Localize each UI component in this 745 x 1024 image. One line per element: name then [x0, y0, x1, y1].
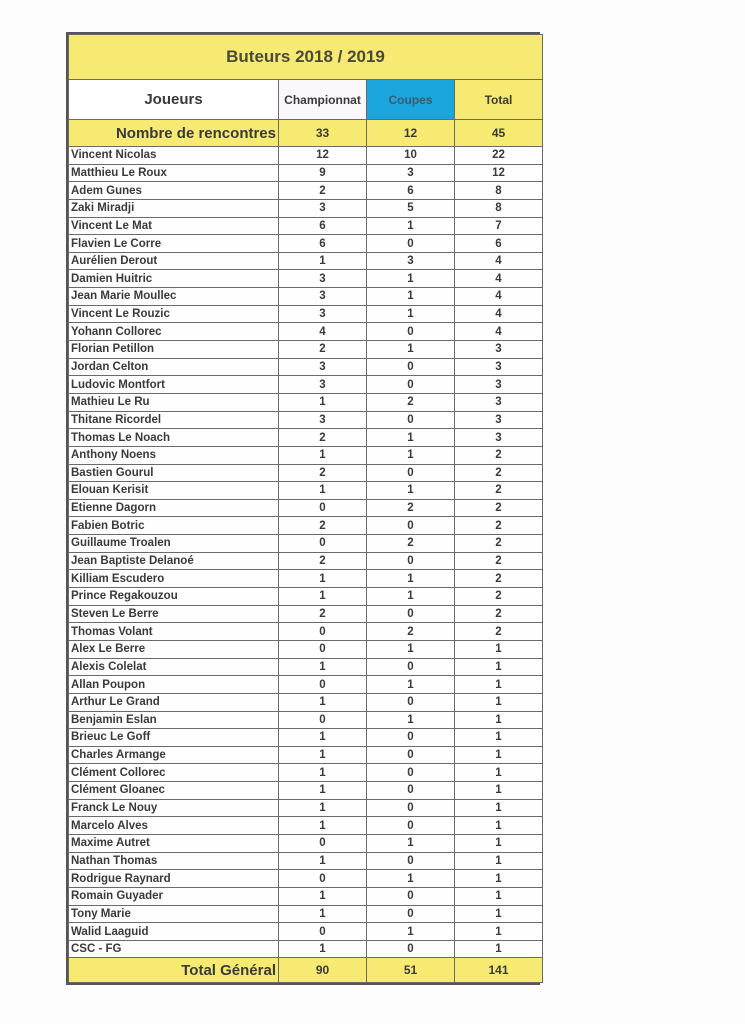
cup-goals: 0 [367, 552, 455, 570]
sheet-title: Buteurs 2018 / 2019 [69, 35, 543, 80]
cup-goals: 0 [367, 817, 455, 835]
cup-goals: 1 [367, 570, 455, 588]
cup-goals: 6 [367, 182, 455, 200]
total-goals: 2 [455, 446, 543, 464]
league-goals: 1 [279, 887, 367, 905]
player-name: Clément Gloanec [69, 782, 279, 800]
player-name: Yohann Collorec [69, 323, 279, 341]
player-name: Bastien Gourul [69, 464, 279, 482]
cup-goals: 0 [367, 323, 455, 341]
table-row [69, 764, 543, 782]
table-row [69, 288, 543, 306]
league-goals: 9 [279, 164, 367, 182]
cup-goals: 1 [367, 482, 455, 500]
table-row [69, 887, 543, 905]
total-goals: 1 [455, 799, 543, 817]
table-row [69, 693, 543, 711]
total-goals: 2 [455, 517, 543, 535]
total-goals: 1 [455, 782, 543, 800]
player-name: Vincent Le Mat [69, 217, 279, 235]
cup-goals: 1 [367, 270, 455, 288]
league-goals: 2 [279, 341, 367, 359]
total-goals: 2 [455, 464, 543, 482]
player-name: Jordan Celton [69, 358, 279, 376]
total-goals: 1 [455, 905, 543, 923]
grand-total-cups: 51 [367, 958, 455, 983]
cup-goals: 0 [367, 658, 455, 676]
total-goals: 2 [455, 623, 543, 641]
total-goals: 1 [455, 693, 543, 711]
league-goals: 0 [279, 711, 367, 729]
total-goals: 2 [455, 535, 543, 553]
cup-goals: 1 [367, 640, 455, 658]
player-name: Vincent Nicolas [69, 147, 279, 165]
league-goals: 1 [279, 588, 367, 606]
cup-goals: 0 [367, 905, 455, 923]
table-row [69, 446, 543, 464]
cup-goals: 0 [367, 693, 455, 711]
league-goals: 1 [279, 782, 367, 800]
player-name: Jean Baptiste Delanoé [69, 552, 279, 570]
cup-goals: 0 [367, 235, 455, 253]
header-total: Total [455, 80, 543, 120]
player-name: Romain Guyader [69, 887, 279, 905]
cup-goals: 0 [367, 358, 455, 376]
table-row [69, 923, 543, 941]
league-goals: 0 [279, 870, 367, 888]
table-row [69, 746, 543, 764]
league-goals: 2 [279, 552, 367, 570]
league-goals: 2 [279, 605, 367, 623]
player-name: Alex Le Berre [69, 640, 279, 658]
table-row [69, 376, 543, 394]
cup-goals: 0 [367, 746, 455, 764]
cup-goals: 0 [367, 887, 455, 905]
cup-goals: 3 [367, 164, 455, 182]
league-goals: 3 [279, 358, 367, 376]
cup-goals: 1 [367, 870, 455, 888]
league-goals: 1 [279, 658, 367, 676]
total-goals: 4 [455, 270, 543, 288]
player-name: Maxime Autret [69, 834, 279, 852]
player-name: Tony Marie [69, 905, 279, 923]
player-name: Flavien Le Corre [69, 235, 279, 253]
table-row [69, 870, 543, 888]
cup-goals: 1 [367, 711, 455, 729]
total-goals: 1 [455, 852, 543, 870]
player-name: Rodrigue Raynard [69, 870, 279, 888]
table-row [69, 341, 543, 359]
total-goals: 1 [455, 746, 543, 764]
cup-goals: 1 [367, 676, 455, 694]
total-goals: 4 [455, 323, 543, 341]
player-name: Matthieu Le Roux [69, 164, 279, 182]
matches-total: 45 [455, 120, 543, 147]
table-row [69, 658, 543, 676]
cup-goals: 0 [367, 799, 455, 817]
league-goals: 1 [279, 446, 367, 464]
player-name: Guillaume Troalen [69, 535, 279, 553]
player-name: Mathieu Le Ru [69, 393, 279, 411]
table-row [69, 252, 543, 270]
table-row [69, 164, 543, 182]
league-goals: 2 [279, 517, 367, 535]
table-row [69, 640, 543, 658]
cup-goals: 0 [367, 782, 455, 800]
table-row [69, 358, 543, 376]
league-goals: 1 [279, 746, 367, 764]
league-goals: 0 [279, 834, 367, 852]
league-goals: 3 [279, 270, 367, 288]
total-goals: 3 [455, 341, 543, 359]
total-goals: 1 [455, 887, 543, 905]
player-name: Aurélien Derout [69, 252, 279, 270]
cup-goals: 1 [367, 217, 455, 235]
league-goals: 1 [279, 252, 367, 270]
total-goals: 1 [455, 676, 543, 694]
cup-goals: 0 [367, 605, 455, 623]
league-goals: 0 [279, 640, 367, 658]
matches-label: Nombre de rencontres [69, 120, 279, 147]
league-goals: 3 [279, 199, 367, 217]
table-row [69, 464, 543, 482]
league-goals: 3 [279, 305, 367, 323]
cup-goals: 0 [367, 464, 455, 482]
player-name: Thomas Le Noach [69, 429, 279, 447]
player-name: Jean Marie Moullec [69, 288, 279, 306]
table-row [69, 393, 543, 411]
league-goals: 6 [279, 235, 367, 253]
league-goals: 1 [279, 729, 367, 747]
total-goals: 2 [455, 588, 543, 606]
total-goals: 6 [455, 235, 543, 253]
league-goals: 2 [279, 182, 367, 200]
cup-goals: 2 [367, 393, 455, 411]
player-name: Steven Le Berre [69, 605, 279, 623]
table-row [69, 623, 543, 641]
player-name: Fabien Botric [69, 517, 279, 535]
table-row [69, 147, 543, 165]
cup-goals: 0 [367, 764, 455, 782]
total-goals: 3 [455, 429, 543, 447]
league-goals: 0 [279, 535, 367, 553]
league-goals: 0 [279, 923, 367, 941]
total-goals: 7 [455, 217, 543, 235]
total-goals: 1 [455, 817, 543, 835]
table-row [69, 499, 543, 517]
total-goals: 4 [455, 305, 543, 323]
cup-goals: 2 [367, 623, 455, 641]
header-championnat: Championnat [279, 80, 367, 120]
table-row [69, 676, 543, 694]
total-goals: 2 [455, 552, 543, 570]
player-name: Benjamin Eslan [69, 711, 279, 729]
total-goals: 2 [455, 482, 543, 500]
player-name: Thomas Volant [69, 623, 279, 641]
league-goals: 1 [279, 693, 367, 711]
table-row [69, 535, 543, 553]
cup-goals: 0 [367, 376, 455, 394]
table-row [69, 517, 543, 535]
total-goals: 3 [455, 376, 543, 394]
table-row [69, 235, 543, 253]
league-goals: 1 [279, 905, 367, 923]
total-goals: 2 [455, 605, 543, 623]
league-goals: 0 [279, 676, 367, 694]
league-goals: 3 [279, 376, 367, 394]
table-row [69, 482, 543, 500]
player-name: Clément Collorec [69, 764, 279, 782]
cup-goals: 0 [367, 852, 455, 870]
league-goals: 2 [279, 464, 367, 482]
total-goals: 1 [455, 658, 543, 676]
cup-goals: 1 [367, 288, 455, 306]
league-goals: 3 [279, 288, 367, 306]
player-name: Marcelo Alves [69, 817, 279, 835]
cup-goals: 0 [367, 517, 455, 535]
total-goals: 8 [455, 199, 543, 217]
total-goals: 1 [455, 640, 543, 658]
cup-goals: 1 [367, 446, 455, 464]
player-name: Allan Poupon [69, 676, 279, 694]
cup-goals: 1 [367, 588, 455, 606]
total-goals: 1 [455, 729, 543, 747]
table-row [69, 199, 543, 217]
table-row [69, 817, 543, 835]
league-goals: 0 [279, 623, 367, 641]
header-coupes: Coupes [367, 80, 455, 120]
total-goals: 8 [455, 182, 543, 200]
table-row [69, 182, 543, 200]
player-name: Damien Huitric [69, 270, 279, 288]
total-goals: 22 [455, 147, 543, 165]
league-goals: 1 [279, 852, 367, 870]
player-name: Prince Regakouzou [69, 588, 279, 606]
scorers-sheet [66, 32, 540, 985]
matches-row [69, 120, 543, 147]
player-name: Zaki Miradji [69, 199, 279, 217]
matches-league: 33 [279, 120, 367, 147]
player-name: Nathan Thomas [69, 852, 279, 870]
cup-goals: 3 [367, 252, 455, 270]
total-goals: 1 [455, 711, 543, 729]
table-row [69, 852, 543, 870]
total-goals: 3 [455, 358, 543, 376]
table-row [69, 323, 543, 341]
table-row [69, 940, 543, 958]
cup-goals: 0 [367, 411, 455, 429]
player-name: Walid Laaguid [69, 923, 279, 941]
table-row [69, 905, 543, 923]
grand-total-league: 90 [279, 958, 367, 983]
header-joueurs: Joueurs [69, 80, 279, 120]
league-goals: 3 [279, 411, 367, 429]
league-goals: 1 [279, 799, 367, 817]
cup-goals: 1 [367, 429, 455, 447]
total-goals: 3 [455, 411, 543, 429]
table-row [69, 729, 543, 747]
table-row [69, 429, 543, 447]
player-name: Killiam Escudero [69, 570, 279, 588]
player-name: Thitane Ricordel [69, 411, 279, 429]
cup-goals: 0 [367, 729, 455, 747]
table-row [69, 270, 543, 288]
player-name: Etienne Dagorn [69, 499, 279, 517]
grand-total-label: Total Général [69, 958, 279, 983]
scorers-table [68, 34, 543, 983]
league-goals: 1 [279, 764, 367, 782]
league-goals: 1 [279, 393, 367, 411]
total-goals: 4 [455, 252, 543, 270]
league-goals: 2 [279, 429, 367, 447]
league-goals: 4 [279, 323, 367, 341]
table-row [69, 570, 543, 588]
total-goals: 1 [455, 923, 543, 941]
grand-total-row [69, 958, 543, 983]
cup-goals: 2 [367, 535, 455, 553]
table-row [69, 217, 543, 235]
league-goals: 0 [279, 499, 367, 517]
total-goals: 1 [455, 834, 543, 852]
player-name: Elouan Kerisit [69, 482, 279, 500]
player-name: Anthony Noens [69, 446, 279, 464]
player-name: CSC - FG [69, 940, 279, 958]
total-goals: 1 [455, 940, 543, 958]
total-goals: 1 [455, 870, 543, 888]
grand-total-total: 141 [455, 958, 543, 983]
league-goals: 1 [279, 570, 367, 588]
table-row [69, 552, 543, 570]
player-name: Arthur Le Grand [69, 693, 279, 711]
total-goals: 4 [455, 288, 543, 306]
league-goals: 1 [279, 817, 367, 835]
table-row [69, 605, 543, 623]
league-goals: 12 [279, 147, 367, 165]
table-row [69, 711, 543, 729]
player-name: Adem Gunes [69, 182, 279, 200]
player-name: Charles Armange [69, 746, 279, 764]
table-row [69, 782, 543, 800]
cup-goals: 10 [367, 147, 455, 165]
cup-goals: 5 [367, 199, 455, 217]
total-goals: 2 [455, 499, 543, 517]
total-goals: 2 [455, 570, 543, 588]
total-goals: 3 [455, 393, 543, 411]
cup-goals: 2 [367, 499, 455, 517]
league-goals: 1 [279, 482, 367, 500]
league-goals: 6 [279, 217, 367, 235]
table-row [69, 834, 543, 852]
player-name: Ludovic Montfort [69, 376, 279, 394]
total-goals: 1 [455, 764, 543, 782]
cup-goals: 0 [367, 940, 455, 958]
matches-cups: 12 [367, 120, 455, 147]
table-row [69, 799, 543, 817]
column-header-row [69, 80, 543, 120]
cup-goals: 1 [367, 923, 455, 941]
player-name: Florian Petillon [69, 341, 279, 359]
cup-goals: 1 [367, 305, 455, 323]
table-row [69, 411, 543, 429]
cup-goals: 1 [367, 341, 455, 359]
player-name: Vincent Le Rouzic [69, 305, 279, 323]
player-name: Brieuc Le Goff [69, 729, 279, 747]
league-goals: 1 [279, 940, 367, 958]
player-name: Alexis Colelat [69, 658, 279, 676]
cup-goals: 1 [367, 834, 455, 852]
table-row [69, 588, 543, 606]
total-goals: 12 [455, 164, 543, 182]
player-name: Franck Le Nouy [69, 799, 279, 817]
table-row [69, 305, 543, 323]
